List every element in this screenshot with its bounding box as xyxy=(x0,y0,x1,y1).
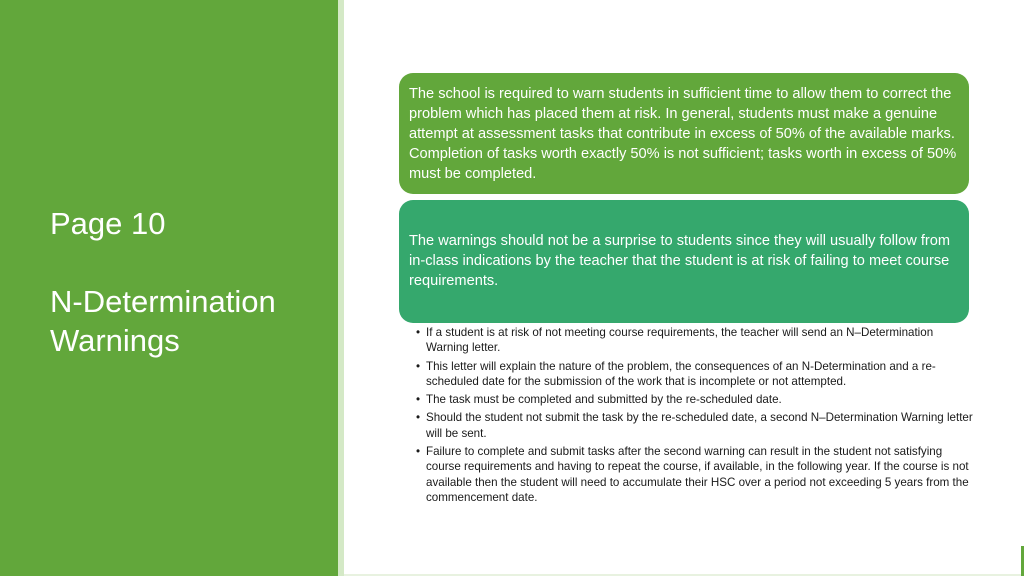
info-box-warnings xyxy=(399,200,969,323)
bullet-item: • Failure to complete and submit tasks after the second warning can result in the student not satisfying course requirements and having to repeat the course, if available, in the following year. If the course is not available then the student will need to accumulate their HSC over a period not exceeding 5 years from the commencement date. xyxy=(414,444,974,505)
page-title-line-3: Warnings xyxy=(50,323,180,358)
info-box-school-requirement xyxy=(399,73,969,194)
bullet-item: • The task must be completed and submitted by the re-scheduled date. xyxy=(414,392,974,407)
bullet-item: • If a student is at risk of not meeting course requirements, the teacher will send an N–Determination Warning letter. xyxy=(414,325,974,356)
sidebar-divider xyxy=(338,0,344,576)
info-box-warnings-text: The warnings should not be a surprise to students since they will usually follow from in-class indications by the teacher that the student is at risk of failing to meet course requirements. xyxy=(409,233,951,289)
page-title xyxy=(50,204,330,360)
bullet-item: • Should the student not submit the task by the re-scheduled date, a second N–Determination Warning letter will be sent. xyxy=(414,410,974,441)
page-title-line-2: N-Determination xyxy=(50,284,276,319)
bullet-list xyxy=(414,325,974,508)
page-title-line-1: Page 10 xyxy=(50,206,166,241)
info-box-school-requirement-text: The school is required to warn students in sufficient time to allow them to correct the problem which has placed them at risk. In general, students must make a genuine attempt at assessment tasks that contribute in excess of 50% of the available marks. Completion of tasks worth exactly 50% is not sufficient; tasks worth in excess of 50% must be completed. xyxy=(409,86,957,182)
bullet-item: • This letter will explain the nature of the problem, the consequences of an N-Determination and a re-scheduled date for the submission of the work that is incomplete or not attempted. xyxy=(414,359,974,390)
